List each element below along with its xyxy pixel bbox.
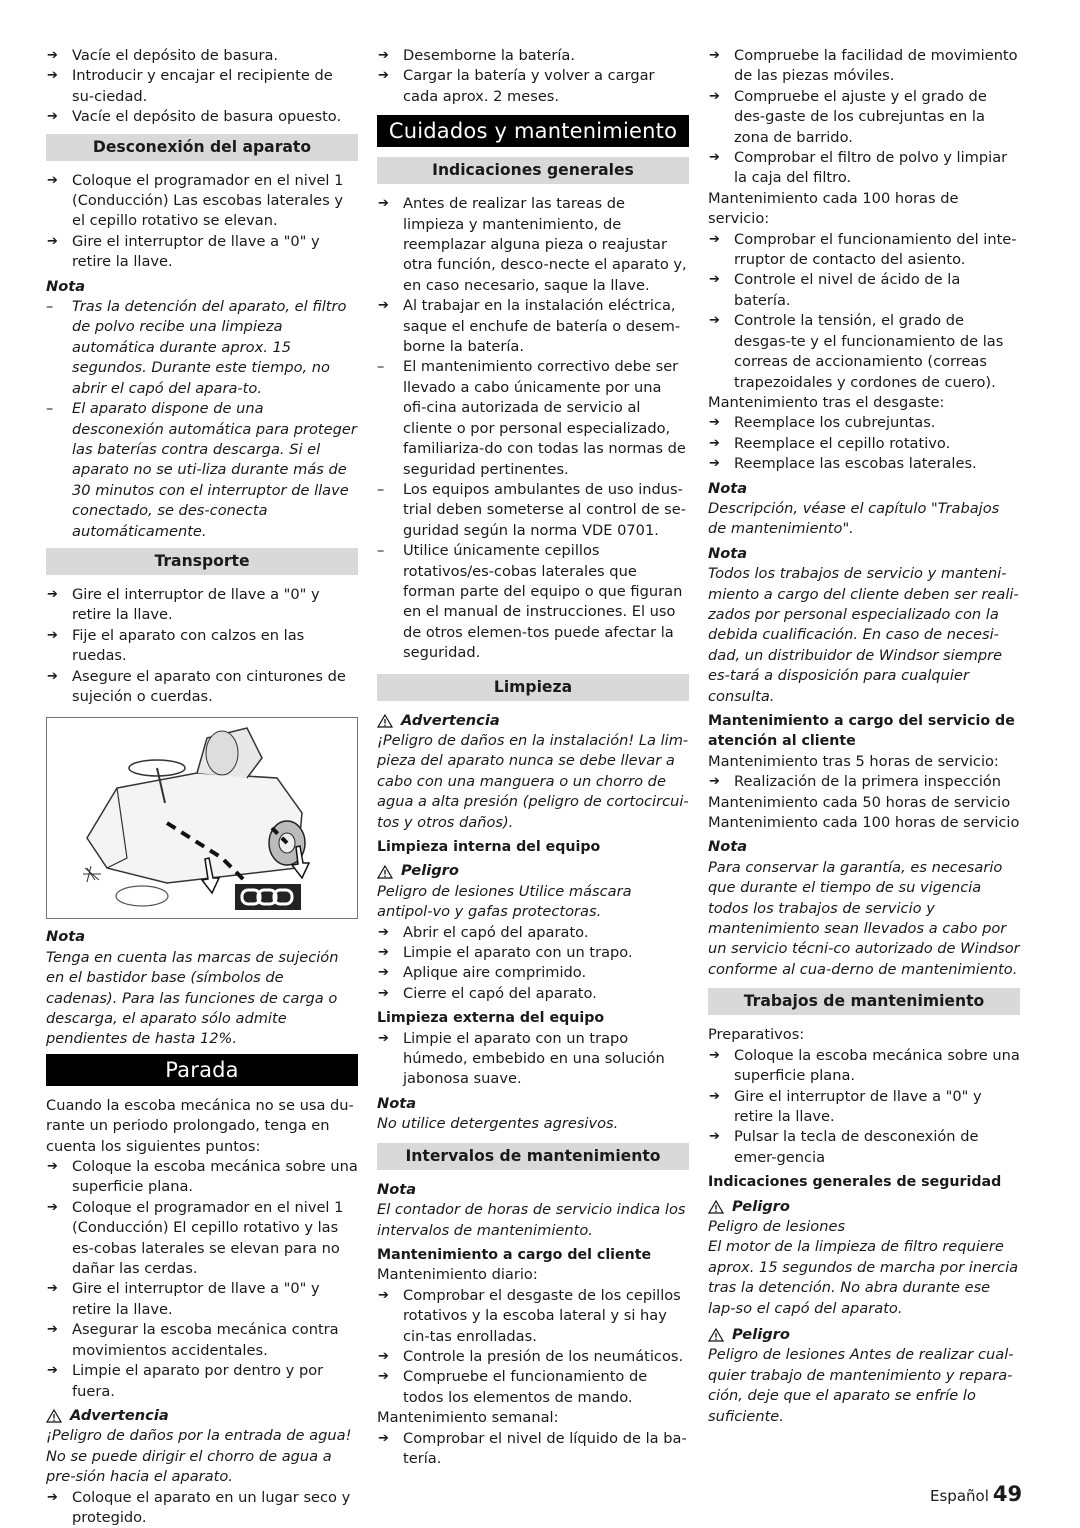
list-item: ➔ Compruebe la facilidad de movimiento de las piezas móviles. — [708, 46, 1020, 87]
list-item: ➔ Vacíe el depósito de basura. — [46, 46, 358, 66]
warning-text: ¡Peligro de daños por la entrada de agua! No se puede dirigir el chorro de agua a pre-sión hacia el aparato. — [46, 1427, 352, 1486]
dash-item: – Los equipos ambulantes de uso indus-trial deben someterse al control de se-guridad según la norma VDE 0701. — [377, 480, 689, 541]
chapter-heading-parada: Parada — [46, 1054, 358, 1086]
paragraph: Cuando la escoba mecánica no se usa du-rante un periodo prolongado, tenga en cuenta los siguientes puntos: — [46, 1096, 354, 1155]
paragraph: Mantenimiento semanal: — [377, 1409, 559, 1427]
column-2 — [377, 46, 689, 1469]
dash-item: – Tras la detención del aparato, el filtro de polvo recibe una limpieza automática durante aprox. 15 segundos. Durante este tiempo, no abrir el capó del apara-to. — [46, 297, 358, 399]
paragraph: Mantenimiento diario: — [377, 1266, 538, 1284]
list-item: ➔ Al trabajar en la instalación eléctrica, saque el enchufe de batería o desem-borne la batería. — [377, 296, 689, 357]
note-text: El contador de horas de servicio indica los intervalos de mantenimiento. — [377, 1201, 686, 1239]
note-label: Nota — [46, 277, 86, 295]
note-text: Tenga en cuenta las marcas de sujeción en el bastidor base (símbolos de cadenas). Para las funciones de carga o descarga, el aparato sólo admite pendientes de hasta 12%. — [46, 948, 339, 1048]
list-item: ➔ Comprobar el nivel de líquido de la ba-tería. — [377, 1429, 689, 1470]
column-3 — [708, 46, 1020, 1427]
warning-label: Advertencia — [70, 1406, 169, 1424]
list-item: ➔ Compruebe el funcionamiento de todos los elementos de mando. — [377, 1367, 689, 1408]
list-item: ➔ Aplique aire comprimido. — [377, 963, 689, 983]
list-item: ➔ Gire el interruptor de llave a "0" y retire la llave. — [46, 232, 358, 273]
list-item: ➔ Limpie el aparato por dentro y por fuera. — [46, 1361, 358, 1402]
danger-heading — [708, 1197, 1020, 1217]
list-item: ➔ Fije el aparato con calzos en las ruedas. — [46, 626, 358, 667]
danger-text: Peligro de lesiones Antes de realizar cual-quier trabajo de mantenimiento y repara-ción, deje que el aparato se enfríe lo suficiente. — [708, 1346, 1014, 1425]
list-item: ➔ Compruebe el ajuste y el grado de des-gaste de los cubrejuntas en la zona de barrido. — [708, 87, 1020, 148]
list-item: ➔ Limpie el aparato con un trapo. — [377, 943, 689, 963]
sweeper-transport-illustration — [46, 717, 358, 919]
section-heading-intervalos: Intervalos de mantenimiento — [377, 1143, 689, 1170]
warning-label: Advertencia — [401, 711, 500, 729]
list-item: ➔ Gire el interruptor de llave a "0" y retire la llave. — [708, 1087, 1020, 1128]
list-item: ➔ Controle la presión de los neumáticos. — [377, 1347, 689, 1367]
danger-heading — [377, 861, 689, 881]
subheading-seguridad: Indicaciones generales de seguridad — [708, 1174, 1002, 1191]
chapter-heading-cuidados: Cuidados y mantenimiento — [377, 115, 689, 147]
paragraph: Mantenimiento tras 5 horas de servicio: — [708, 752, 999, 770]
warning-text: ¡Peligro de daños en la instalación! La lim-pieza del aparato nunca se debe llevar a cabo con una manguera o un chorro de agua a alta presión (peligro de cortocircui-tos y otros daños). — [377, 731, 689, 831]
list-item: ➔ Pulsar la tecla de desconexión de emer-gencia — [708, 1127, 1020, 1168]
section-heading-transporte: Transporte — [46, 548, 358, 575]
warning-triangle-icon — [708, 1200, 724, 1214]
list-item: ➔ Introducir y encajar el recipiente de su-ciedad. — [46, 66, 358, 107]
note-label: Nota — [377, 1180, 417, 1198]
danger-label: Peligro — [732, 1197, 790, 1215]
paragraph: Mantenimiento tras el desgaste: — [708, 393, 945, 411]
page-footer — [930, 1482, 1022, 1506]
danger-text: Peligro de lesiones Utilice máscara antipol-vo y gafas protectoras. — [377, 882, 632, 921]
list-item: ➔ Coloque la escoba mecánica sobre una superficie plana. — [46, 1157, 358, 1198]
section-heading-indicaciones: Indicaciones generales — [377, 157, 689, 184]
list-item: ➔ Controle la tensión, el grado de desgas-te y el funcionamiento de las correas de accionamiento (correas trapezoidales y cordones de cuero). — [708, 311, 1020, 393]
note-text: No utilice detergentes agresivos. — [377, 1115, 619, 1133]
warning-triangle-icon — [377, 865, 393, 879]
danger-heading — [708, 1325, 1020, 1345]
paragraph: Mantenimiento cada 100 horas de servicio — [708, 814, 1020, 832]
paragraph: Mantenimiento cada 50 horas de servicio — [708, 793, 1011, 811]
list-item: ➔ Cargar la batería y volver a cargar cada aprox. 2 meses. — [377, 66, 689, 107]
list-item: ➔ Comprobar el desgaste de los cepillos rotativos y la escoba lateral y si hay cin-tas enrolladas. — [377, 1286, 689, 1347]
list-item: ➔ Comprobar el filtro de polvo y limpiar la caja del filtro. — [708, 148, 1020, 189]
note-label: Nota — [708, 544, 748, 562]
list-item: ➔ Coloque el aparato en un lugar seco y protegido. — [46, 1488, 358, 1528]
list-item: ➔ Coloque el programador en el nivel 1 (Conducción) El cepillo rotativo y las es-cobas laterales se elevan para no dañar las cerdas. — [46, 1198, 358, 1280]
sweeper-machine-drawing — [47, 718, 357, 918]
warning-triangle-icon — [708, 1328, 724, 1342]
list-item: ➔ Asegure el aparato con cinturones de sujeción o cuerdas. — [46, 667, 358, 708]
note-label: Nota — [46, 928, 86, 946]
note-text: Para conservar la garantía, es necesario que durante el tiempo de su vigencia todos los trabajos de servicio y mantenimiento sean llevados a cabo por un servicio técni-co autorizado de Windsor conforme al cua-derno de mantenimiento. — [708, 858, 1020, 978]
warning-heading — [377, 711, 689, 731]
list-item: ➔ Desemborne la batería. — [377, 46, 689, 66]
note-label: Nota — [377, 1094, 417, 1112]
subheading-limpieza-interna: Limpieza interna del equipo — [377, 839, 601, 855]
list-item: ➔ Coloque la escoba mecánica sobre una superficie plana. — [708, 1046, 1020, 1087]
danger-text: Peligro de lesiones — [708, 1217, 846, 1235]
list-item: ➔ Antes de realizar las tareas de limpieza y mantenimiento, de reemplazar alguna pieza o reajustar otra función, desco-necte el aparato y, en caso necesario, saque la llave. — [377, 194, 689, 296]
dash-item: – El mantenimiento correctivo debe ser llevado a cabo únicamente por una ofi-cina autorizada de servicio al cliente o por personal especializado, familiariza-do con todas las normas de seguridad pertinentes. — [377, 357, 689, 479]
list-item: ➔ Controle el nivel de ácido de la batería. — [708, 270, 1020, 311]
list-item: ➔ Asegurar la escoba mecánica contra movimientos accidentales. — [46, 1320, 358, 1361]
list-item: ➔ Reemplace el cepillo rotativo. — [708, 434, 1020, 454]
subheading-mantenimiento-servicio: Mantenimiento a cargo del servicio de atención al cliente — [708, 713, 1015, 750]
list-item: ➔ Realización de la primera inspección — [708, 772, 1020, 792]
list-item: ➔ Reemplace los cubrejuntas. — [708, 413, 1020, 433]
note-text: Descripción, véase el capítulo "Trabajos de mantenimiento". — [708, 499, 1000, 538]
list-item: ➔ Vacíe el depósito de basura opuesto. — [46, 107, 358, 127]
list-item: ➔ Gire el interruptor de llave a "0" y retire la llave. — [46, 1279, 358, 1320]
note-label: Nota — [708, 838, 748, 856]
danger-text: El motor de la limpieza de filtro requiere aprox. 15 segundos de marcha por inercia tras la detención. No abra durante ese lap-so el capó del aparato. — [708, 1238, 1019, 1317]
danger-label: Peligro — [401, 862, 459, 880]
list-item: ➔ Coloque el programador en el nivel 1 (Conducción) Las escobas laterales y el cepillo rotativo se elevan. — [46, 171, 358, 232]
section-heading-trabajos: Trabajos de mantenimiento — [708, 988, 1020, 1015]
section-heading-limpieza: Limpieza — [377, 674, 689, 701]
dash-item: – Utilice únicamente cepillos rotativos/es-cobas laterales que forman parte del equipo o que figuran en el manual de instrucciones. El uso de otros elemen-tos puede afectar la seguridad. — [377, 541, 689, 663]
warning-triangle-icon — [46, 1409, 62, 1423]
page-number: 49 — [992, 1482, 1023, 1506]
warning-triangle-icon — [377, 714, 393, 728]
list-item: ➔ Limpie el aparato con un trapo húmedo, embebido en una solución jabonosa suave. — [377, 1029, 689, 1090]
list-item: ➔ Gire el interruptor de llave a "0" y retire la llave. — [46, 585, 358, 626]
paragraph: Mantenimiento cada 100 horas de servicio: — [708, 189, 959, 228]
note-label: Nota — [708, 479, 748, 497]
paragraph: Preparativos: — [708, 1026, 805, 1044]
list-item: ➔ Abrir el capó del aparato. — [377, 923, 689, 943]
danger-label: Peligro — [732, 1325, 790, 1343]
list-item: ➔ Comprobar el funcionamiento del inte-rruptor de contacto del asiento. — [708, 230, 1020, 271]
section-heading-desconexion: Desconexión del aparato — [46, 134, 358, 161]
footer-language: Español — [930, 1487, 989, 1505]
subheading-mantenimiento-cliente: Mantenimiento a cargo del cliente — [377, 1246, 652, 1263]
list-item: ➔ Cierre el capó del aparato. — [377, 984, 689, 1004]
subheading-limpieza-externa: Limpieza externa del equipo — [377, 1010, 605, 1027]
list-item: ➔ Reemplace las escobas laterales. — [708, 454, 1020, 474]
dash-item: – El aparato dispone de una desconexión automática para proteger las baterías contra descarga. Si el aparato no se uti-liza durante más de 30 minutos con el interruptor de llave conectado, se des-conecta automáticamente. — [46, 399, 358, 542]
warning-heading — [46, 1406, 358, 1426]
column-1 — [46, 46, 358, 1528]
note-text: Todos los trabajos de servicio y manteni-miento a cargo del cliente deben ser reali-zados por personal especializado con la debida cualificación. En caso de necesi-dad, un distribuidor de Windsor siempre es-tará a disposición para cualquier consulta. — [708, 565, 1019, 705]
